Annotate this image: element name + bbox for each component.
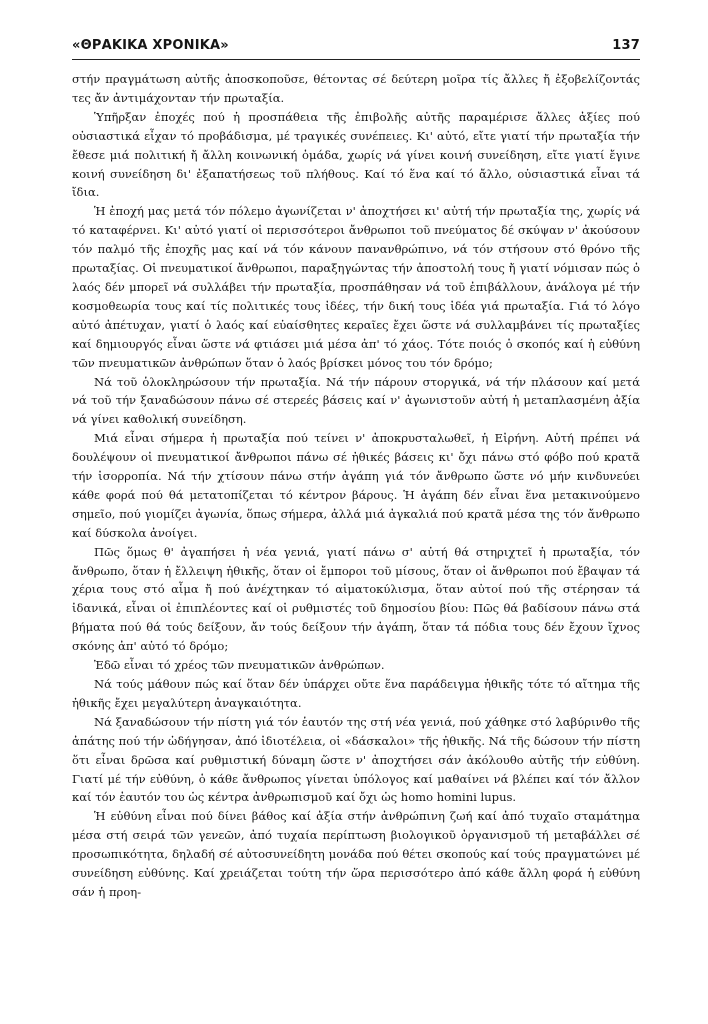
journal-title: «ΘΡΑΚΙΚΑ ΧΡΟΝΙΚΑ» [72,38,229,53]
paragraph-2: Ὑπῆρξαν ἐποχές πού ἡ προσπάθεια τῆς ἐπιβολῆς αὐτῆς παραμέρισε ἄλλες ἀξίες πού οὐσιαστικά εἶχαν τό προβάδισμα, μέ τραγικές συνέπειες. Κι' αὐτό, εἴτε γιατί τήν πρωταξία τήν ἔθεσε μιά πολιτική ἤ ἄλλη κοινωνική ὁμάδα, χωρίς νά γίνει κοινή συνείδηση, εἴτε γιατί ἔγινε κοινή συνείδηση δι' ἐξαπατήσεως τοῦ πλήθους. Καί τό ἕνα καί τό ἄλλο, οὐσιαστικά εἶναι τά ἴδια. [72,109,640,200]
paragraph-8: Νά τούς μάθουν πώς καί ὅταν δέν ὑπάρχει οὔτε ἕνα παράδειγμα ἠθικῆς τότε τό αἴτημα τῆς ἠθικῆς ἔχει μεγαλύτερη ἀναγκαιότητα. [72,677,640,710]
body-text [72,70,640,902]
paragraph-9: Νά ξαναδώσουν τήν πίστη γιά τόν ἑαυτόν της στή νέα γενιά, πού χάθηκε στό λαβύρινθο τῆς ἀπάτης πού τήν ὡδήγησαν, ἀπό ἰδιοτέλεια, οἱ «δάσκαλοι» τῆς ἠθικῆς. Νά τῆς δώσουν τήν πίστη ὅτι εἶναι δρῶσα καί ρυθμιστική δύναμη ὥστε ν' ἀποχτήσει σάν ἀκόλουθο αὐτῆς τήν εὐθύνη. Γιατί μέ τήν εὐθύνη, ὁ κάθε ἄνθρωπος γίνεται ὑπόλογος καί μαθαίνει νά βλέπει καί τόν ἄλλον καί τόν ἑαυτόν του ὡς κέντρα ἀνθρωπισμοῦ καί ὄχι ὡς homo homini lupus. [72,714,640,805]
paragraph-4: Νά τοῦ ὁλοκληρώσουν τήν πρωταξία. Νά τήν πάρουν στοργικά, νά τήν πλάσουν καί μετά νά τοῦ τήν ξαναδώσουν πάνω σέ στερεές βάσεις καί ν' ἀγωνιστοῦν αὐτή ἡ μεταπλασμένη ἀξία νά γίνει καθολική συνείδηση. [72,374,640,427]
paragraph-10: Ἡ εὐθύνη εἶναι πού δίνει βάθος καί ἀξία στήν ἀνθρώπινη ζωή καί ἀπό τυχαῖο σταμάτημα μέσα στή σειρά τῶν γενεῶν, ἀπό τυχαία περίπτωση βιολογικοῦ ὀργανισμοῦ τή μεταβάλλει σέ προσωπικότητα, δηλαδή σέ αὐτοσυνείδητη μονάδα πού θέτει σκοπούς καί τούς πραγματώνει μέ συνείδηση εὐθύνης. Καί χρειάζεται τούτη τήν ὥρα περισσότερο ἀπό κάθε ἄλλη φορά ἡ εὐθύνη σάν ἡ προη- [72,809,640,899]
paragraph-1: στήν πραγμάτωση αὐτῆς ἀποσκοποῦσε, θέτοντας σέ δεύτερη μοῖρα τίς ἄλλες ἤ ἐξοβελίζοντάς τες ἄν ἀντιμάχονταν τήν πρωταξία. [72,72,640,105]
paragraph-6: Πῶς ὅμως θ' ἀγαπήσει ἡ νέα γενιά, γιατί πάνω σ' αὐτή θά στηριχτεῖ ἡ πρωταξία, τόν ἄνθρωπο, ὅταν ἡ ἔλλειψη ἠθικῆς, ὅταν οἱ ἔμποροι τοῦ μίσους, ὅταν οἱ ἄνθρωποι πού ἔβαψαν τά χέρια τους στό αἷμα ἤ πού ἀνέχτηκαν τό αἱματοκύλισμα, ὅταν αὐτοί πού τῆς στέρησαν τά ἰδανικά, εἶναι οἱ ἐπιπλέοντες καί οἱ ρυθμιστές τοῦ δημοσίου βίου: Πῶς θά βαδίσουν πάνω στά βήματα πού θά τούς δείξουν, ἄν τούς δείξουν τήν ἀγάπη, ὅταν τά πόδια τους δέν ἔχουν ἴχνος σκόνης ἀπ' αὐτό τό δρόμο; [72,544,640,654]
page-number: 137 [612,38,640,53]
document-page [72,38,640,902]
paragraph-3: Ἡ ἐποχή μας μετά τόν πόλεμο ἀγωνίζεται ν' ἀποχτήσει κι' αὐτή τήν πρωταξία της, χωρίς νά τό καταφέρνει. Κι' αὐτό γιατί οἱ περισσότεροι ἄνθρωποι τοῦ πνεύματος δέ σκύψαν ν' ἀκούσουν τόν παλμό τῆς ἐποχῆς μας καί νά τόν κάνουν πανανθρώπινο, νά τόν στήσουν στό θρόνο τῆς πρωταξίας. Οἱ πνευματικοί ἄνθρωποι, παραξηγώντας τήν ἀποστολή τους ἤ γιατί νόμισαν πώς ὁ λαός δέν μπορεῖ νά συλλάβει τήν πρωταξία, προσπάθησαν νά τοῦ ἐπιβάλλουν, ἀνάλογα μέ τήν κοσμοθεωρία τους καί τίς πολιτικές τους ἰδέες, τήν δική τους ἰδέα γιά πρωταξία. Γιά τό λόγο αὐτό ἀπέτυχαν, γιατί ὁ λαός καί εὐαίσθητες κεραῖες ἔχει ὥστε νά συλλαμβάνει τίς πρωταξίες καί δημιουργός εἶναι ὥστε νά φτιάσει μιά μέσα ἀπ' τό χάος. Τότε ποιός ὁ σκοπός καί ἡ εὐθύνη τῶν πνευματικῶν ἀνθρώπων ὅταν ὁ λαός βρίσκει μόνος του τόν δρόμο; [72,204,640,370]
running-header [72,38,640,60]
paragraph-5: Μιά εἶναι σήμερα ἡ πρωταξία πού τείνει ν' ἀποκρυσταλωθεῖ, ἡ Εἰρήνη. Αὐτή πρέπει νά δουλέψουν οἱ πνευματικοί ἄνθρωποι πάνω σέ ἠθικές βάσεις κι' ὄχι πάνω στό φόβο πού κρατᾶ τήν ἰσορροπία. Νά τήν χτίσουν πάνω στήν ἀγάπη γιά τόν ἄνθρωπο ὥστε νό μήν κινδυνεύει κάθε φορά πού θά μετατοπίζεται τό κέντρον βάρους. Ἡ ἀγάπη δέν εἶναι ἕνα μετακινούμενο σημεῖο, πού γιομίζει ἀγωνία, ὅπως σήμερα, ἀλλά μιά ἀγκαλιά πού κρατᾶ μέσα της τόν ἄνθρωπο καί δύσκολα ἀνοίγει. [72,431,640,540]
paragraph-7: Ἐδῶ εἶναι τό χρέος τῶν πνευματικῶν ἀνθρώπων. [94,658,385,673]
